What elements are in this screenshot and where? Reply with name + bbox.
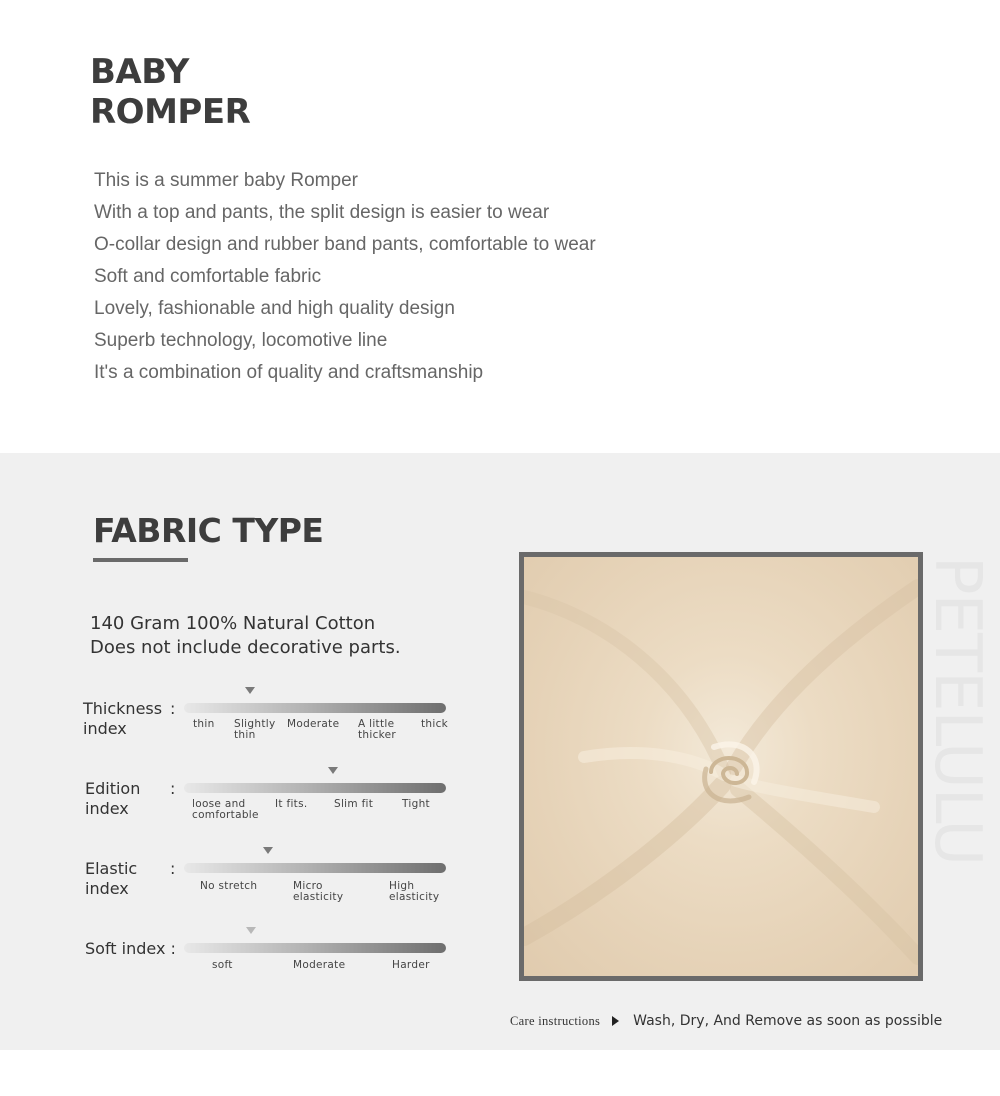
material-info — [90, 612, 401, 660]
thickness-tick: Slightly thin — [234, 718, 276, 741]
description-line: This is a summer baby Romper — [94, 170, 358, 191]
edition-tick: It fits. — [275, 798, 308, 810]
description-line: Lovely, fashionable and high quality design — [94, 298, 455, 319]
material-line1: 140 Gram 100% Natural Cotton — [90, 613, 376, 634]
soft-tick: Harder — [392, 959, 430, 971]
edition-tick: Tight — [402, 798, 430, 810]
edition-label-line2: index — [85, 799, 129, 818]
product-title-line1: BABY — [90, 52, 189, 92]
elastic-label-line1: Elastic — [85, 859, 138, 878]
description-line: Superb technology, locomotive line — [94, 330, 388, 351]
elastic-tick: High elasticity — [389, 880, 440, 903]
product-title-line2: ROMPER — [90, 92, 251, 132]
brand-watermark-text: PETELULU — [920, 556, 994, 866]
fabric-swirl-illustration — [524, 557, 918, 976]
description-line: It's a combination of quality and craftsmanship — [94, 362, 484, 383]
thickness-label-line1: Thickness — [83, 699, 163, 718]
brand-watermark — [914, 556, 1000, 966]
elastic-indicator-icon — [263, 847, 273, 854]
material-line2: Does not include decorative parts. — [90, 637, 401, 658]
description-line: O-collar design and rubber band pants, comfortable to wear — [94, 234, 596, 255]
thickness-tick: thick — [421, 718, 449, 730]
edition-scale-bar — [184, 783, 446, 793]
thickness-scale-bar — [184, 703, 446, 713]
product-description-list — [94, 165, 596, 389]
soft-label-line1: Soft index : — [85, 939, 176, 958]
soft-index-label — [85, 939, 176, 959]
soft-scale-bar — [184, 943, 446, 953]
elastic-tick: No stretch — [200, 880, 258, 892]
thickness-tick: A little thicker — [358, 718, 397, 741]
edition-index-label — [85, 779, 140, 819]
care-instructions-label: Care instructions — [510, 1013, 601, 1028]
fabric-swatch-image — [519, 552, 923, 981]
description-line: Soft and comfortable fabric — [94, 266, 322, 287]
thickness-index-label — [83, 699, 162, 739]
edition-label-line1: Edition — [85, 779, 141, 798]
soft-indicator-icon — [246, 927, 256, 934]
elastic-label-line2: index — [85, 879, 129, 898]
thickness-label-line2: index — [83, 719, 127, 738]
soft-tick: Moderate — [293, 959, 346, 971]
fabric-title-underline — [93, 558, 188, 562]
elastic-colon: : — [170, 859, 176, 878]
care-instructions-text: Wash, Dry, And Remove as soon as possible — [633, 1013, 943, 1029]
edition-indicator-icon — [328, 767, 338, 774]
edition-colon: : — [170, 779, 176, 798]
thickness-colon: : — [170, 699, 176, 718]
edition-tick: Slim fit — [334, 798, 374, 810]
elastic-scale-bar — [184, 863, 446, 873]
elastic-tick: Micro elasticity — [293, 880, 344, 903]
elastic-index-label — [85, 859, 137, 899]
soft-tick: soft — [212, 959, 233, 971]
thickness-indicator-icon — [245, 687, 255, 694]
care-instructions — [510, 1013, 942, 1029]
fabric-section-title: FABRIC TYPE — [93, 511, 324, 550]
description-line: With a top and pants, the split design is easier to wear — [94, 202, 550, 223]
thickness-tick: Moderate — [287, 718, 340, 730]
product-title — [90, 52, 250, 132]
edition-tick: loose and comfortable — [192, 798, 259, 821]
thickness-tick: thin — [193, 718, 215, 730]
play-arrow-icon — [612, 1016, 619, 1026]
